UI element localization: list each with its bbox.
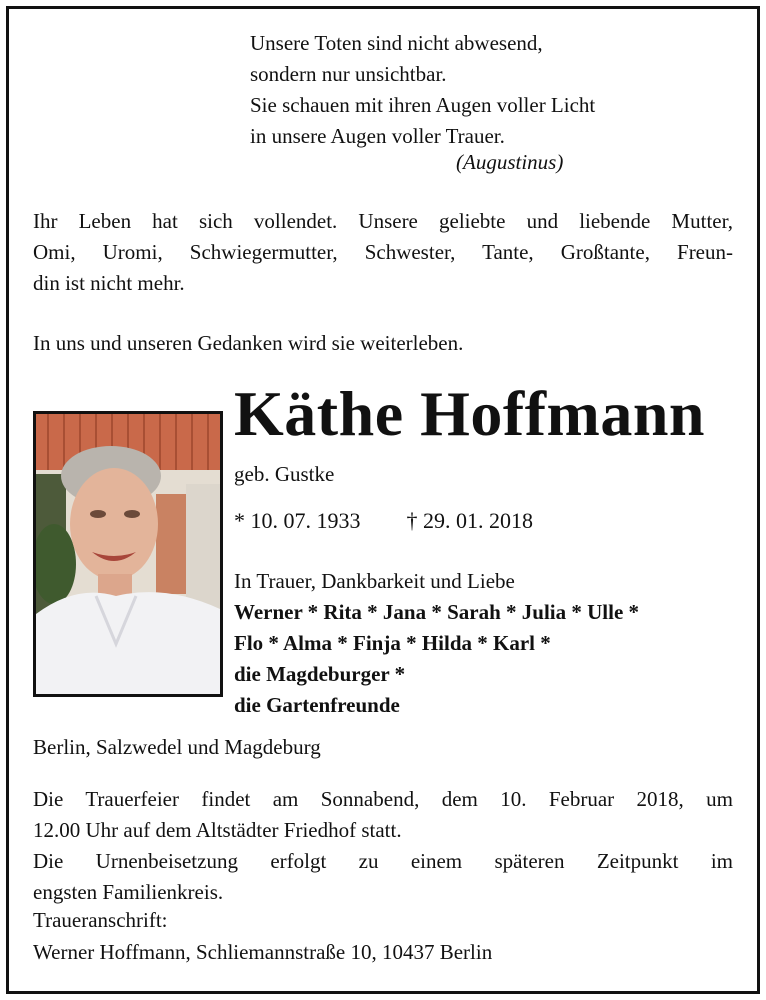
address-label: Traueranschrift: — [33, 908, 168, 932]
life-dates — [234, 508, 533, 534]
ceremony-line-2: 12.00 Uhr auf dem Altstädter Friedhof statt. — [33, 818, 402, 842]
death-date: † 29. 01. 2018 — [406, 508, 533, 533]
poem — [250, 28, 595, 152]
poem-line: Sie schauen mit ihren Augen voller Licht — [250, 93, 596, 117]
mourners-intro: In Trauer, Dankbarkeit und Liebe — [234, 569, 515, 593]
mourners-line: Flo * Alma * Finja * Hilda * Karl * — [234, 631, 551, 655]
mourners-line: die Magdeburger * — [234, 662, 406, 686]
ceremony-line-4: engsten Familienkreis. — [33, 880, 224, 904]
places-text: Berlin, Salzwedel und Magdeburg — [33, 735, 321, 759]
ceremony-line-1: Die Trauerfeier findet am Sonnabend, dem 10. Februar 2018, um — [33, 787, 733, 811]
address-value: Werner Hoffmann, Schliemannstraße 10, 10437 Berlin — [33, 940, 493, 964]
mourners-line: die Gartenfreunde — [234, 693, 400, 717]
poem-line: Unsere Toten sind nicht abwesend, — [250, 31, 543, 55]
memory-text: In uns und unseren Gedanken wird sie weiterleben. — [33, 331, 464, 355]
poem-author: (Augustinus) — [456, 150, 564, 174]
mourners-line: Werner * Rita * Jana * Sarah * Julia * Ulle * — [234, 600, 640, 624]
portrait-photo — [33, 411, 223, 697]
birth-name: geb. Gustke — [234, 462, 335, 486]
poem-line: sondern nur unsichtbar. — [250, 62, 447, 86]
intro-line-3: din ist nicht mehr. — [33, 271, 185, 295]
poem-line: in unsere Augen voller Trauer. — [250, 124, 505, 148]
ceremony-line-3: Die Urnenbeisetzung erfolgt zu einem späteren Zeitpunkt im — [33, 849, 733, 873]
mourners-block — [234, 566, 639, 721]
deceased-name: Käthe Hoffmann — [234, 378, 705, 449]
birth-date: * 10. 07. 1933 — [234, 508, 361, 533]
intro-line-1: Ihr Leben hat sich vollendet. Unsere geliebte und liebende Mutter, — [33, 209, 733, 233]
intro-line-2: Omi, Uromi, Schwiegermutter, Schwester, Tante, Großtante, Freun- — [33, 240, 733, 264]
